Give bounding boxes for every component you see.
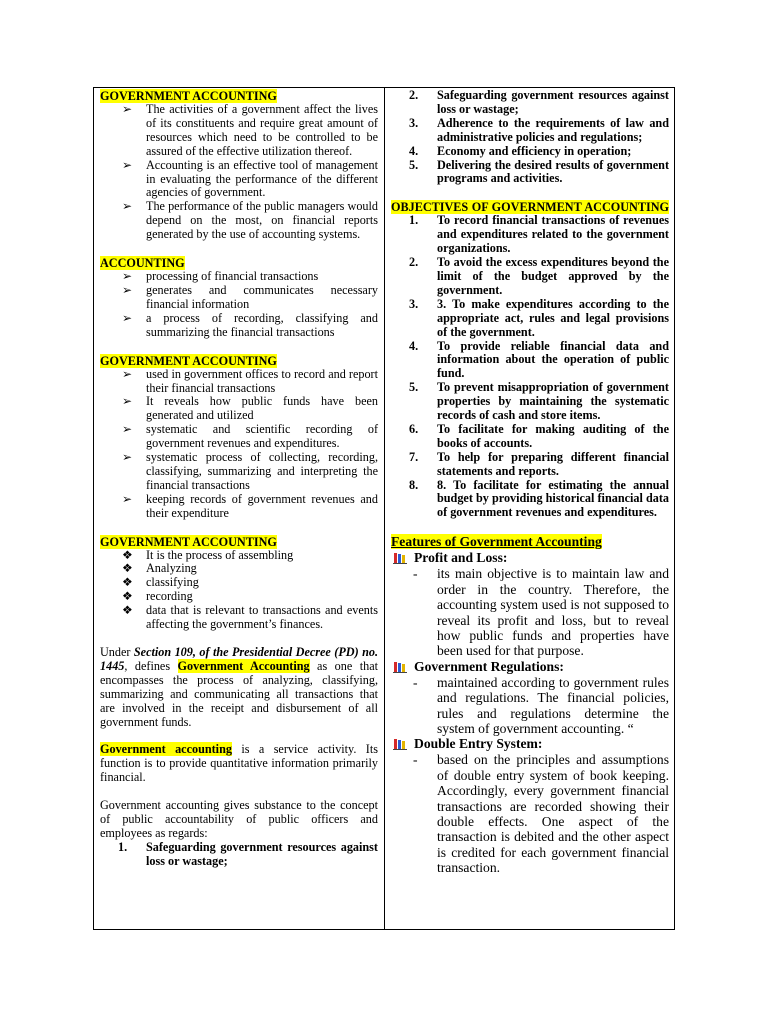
feature-title: [391, 550, 669, 566]
dash-bullet: -: [413, 566, 418, 582]
arrow-bullet-icon: ➢: [122, 269, 133, 284]
books-icon: [393, 738, 407, 750]
list-item: [100, 159, 378, 201]
feature-description: [391, 752, 669, 875]
section-4-list: [100, 549, 378, 632]
list-item: [100, 200, 378, 242]
right-column: [391, 89, 669, 876]
list-item-text: generates and communicates necessary financial information: [146, 282, 378, 311]
list-item: [100, 604, 378, 632]
numbered-item: [391, 256, 669, 298]
feature-description: [391, 566, 669, 658]
feature-title-text: Double Entry System:: [414, 736, 543, 752]
item-number: 3.: [409, 296, 419, 311]
dash-bullet: -: [413, 752, 418, 768]
item-number: 7.: [409, 449, 419, 464]
item-text: To provide reliable financial data and information about the operation of public fund.: [437, 338, 669, 381]
arrow-bullet-icon: ➢: [122, 282, 133, 297]
feature-description-text: maintained according to government rules and regulations. The financial policies, rules and regulations determine the system of government accounting. “: [437, 674, 669, 736]
item-number: 8.: [409, 477, 419, 492]
item-number: 2.: [409, 88, 419, 102]
features-heading: Features of Government Accounting: [391, 534, 602, 550]
list-item: [100, 576, 378, 590]
arrow-bullet-icon: ➢: [122, 394, 133, 409]
list-item: [100, 590, 378, 604]
feature-description: [391, 675, 669, 737]
accountability-paragraph: Government accounting gives substance to the concept of public accountability of public officers and employees as regards:: [100, 798, 378, 840]
pd-section-reference: Section 109, of the Presidential Decree (PD) no. 1445: [100, 645, 378, 673]
list-item-text: It reveals how public funds have been generated and utilized: [146, 394, 378, 423]
item-text: Delivering the desired results of government programs and activities.: [437, 157, 669, 186]
item-text: To avoid the excess expenditures beyond the limit of the budget approved by the government.: [437, 255, 669, 297]
service-activity-paragraph: [100, 743, 378, 785]
item-number: 5.: [409, 157, 419, 172]
arrow-bullet-icon: ➢: [122, 366, 133, 381]
item-number: 6.: [409, 421, 419, 436]
feature-description-text: its main objective is to maintain law and order in the country. Therefore, the accounting system used is not supposed to reveal its profit and loss, but to reveal how public funds and properties have been used for that purpose.: [437, 566, 669, 659]
accountability-list-continued: [391, 89, 669, 186]
list-item: [100, 312, 378, 340]
column-divider: [384, 88, 385, 929]
list-item-text: classifying: [146, 575, 199, 590]
item-text: Safeguarding government resources against loss or wastage;: [437, 88, 669, 116]
item-text: To help for preparing different financial statements and reports.: [437, 449, 669, 478]
arrow-bullet-icon: ➢: [122, 422, 133, 437]
p1-text-a: Under: [100, 645, 134, 659]
section-1-list: [100, 103, 378, 242]
list-item: [100, 368, 378, 396]
item-text: To prevent misappropriation of government properties by maintaining the systematic records of cash and store items.: [437, 380, 669, 423]
numbered-item: [391, 89, 669, 117]
arrow-bullet-icon: ➢: [122, 102, 133, 116]
list-item: [100, 562, 378, 576]
numbered-item: [391, 423, 669, 451]
list-item: [100, 270, 378, 284]
books-icon: [393, 661, 407, 673]
list-item-text: It is the process of assembling: [146, 547, 294, 562]
numbered-item: [391, 298, 669, 340]
list-item-text: a process of recording, classifying and summarizing the financial transactions: [146, 310, 378, 339]
accountability-item-1: [100, 841, 378, 869]
numbered-item: [391, 159, 669, 187]
feature-title: [391, 659, 669, 675]
list-item: [100, 549, 378, 563]
feature-title-text: Government Regulations:: [414, 658, 564, 674]
item-text: To facilitate for making auditing of the books of accounts.: [437, 421, 669, 450]
diamond-bullet-icon: ❖: [122, 561, 133, 576]
p2-highlight: Government accounting: [100, 742, 232, 757]
numbered-item: [391, 145, 669, 159]
item-text: Safeguarding government resources against loss or wastage;: [146, 839, 378, 868]
dash-bullet: -: [413, 674, 418, 690]
item-number: 4.: [409, 143, 419, 158]
arrow-bullet-icon: ➢: [122, 491, 133, 506]
arrow-bullet-icon: ➢: [122, 450, 133, 465]
diamond-bullet-icon: ❖: [122, 575, 133, 590]
list-item-text: keeping records of government revenues and their expenditure: [146, 491, 378, 520]
section-2-list: [100, 270, 378, 340]
list-item: [100, 284, 378, 312]
numbered-item: [391, 117, 669, 145]
objectives-list: [391, 214, 669, 520]
list-item: [100, 423, 378, 451]
list-item-text: data that is relevant to transactions and events affecting the government’s finances.: [146, 603, 378, 632]
features-list: [391, 550, 669, 875]
p1-text-c: , defines: [124, 658, 178, 673]
item-number: 3.: [409, 115, 419, 130]
pd-1445-paragraph: [100, 646, 378, 729]
list-item-text: Accounting is an effective tool of management in evaluating the performance of the different agencies of government.: [146, 157, 378, 200]
numbered-item: [391, 381, 669, 423]
feature-description-text: based on the principles and assumptions of double entry system of book keeping. Accordingly, every government financial transactions are recorded showing their double effects. One aspect of the transaction is debited and the other aspect is credited for each government financial transaction.: [437, 752, 669, 876]
diamond-bullet-icon: ❖: [122, 589, 133, 604]
document-frame: [93, 87, 675, 930]
list-item-text: The activities of a government affect the lives of its constituents and require great amount of resources which need to be controlled to be assured of the effective utilization thereof.: [146, 102, 378, 158]
diamond-bullet-icon: ❖: [122, 547, 133, 562]
numbered-item: [391, 214, 669, 256]
feature-title: [391, 736, 669, 752]
heading-accounting: ACCOUNTING: [100, 256, 185, 271]
list-item: [100, 451, 378, 493]
feature-title-text: Profit and Loss:: [414, 550, 508, 566]
list-item-text: processing of financial transactions: [146, 269, 319, 284]
arrow-bullet-icon: ➢: [122, 157, 133, 172]
list-item-text: systematic and scientific recording of government revenues and expenditures.: [146, 422, 378, 451]
numbered-item: [391, 340, 669, 382]
p2-text: is a service activity. Its function is to provide quantitative information primarily financial.: [100, 742, 378, 785]
arrow-bullet-icon: ➢: [122, 310, 133, 325]
list-item-text: systematic process of collecting, recording, classifying, summarizing and interpreting the financial transactions: [146, 450, 378, 492]
list-item-text: The performance of the public managers would depend on the most, on financial reports generated by the use of accounting systems.: [146, 199, 378, 242]
item-text: Economy and efficiency in operation;: [437, 143, 632, 158]
heading-government-accounting-2: GOVERNMENT ACCOUNTING: [100, 353, 277, 368]
item-text: 8. To facilitate for estimating the annual budget by providing historical financial data of government revenues and expenditures.: [437, 477, 669, 520]
heading-government-accounting-1: GOVERNMENT ACCOUNTING: [100, 89, 277, 103]
list-item-text: recording: [146, 589, 193, 604]
diamond-bullet-icon: ❖: [122, 603, 133, 618]
list-item-text: Analyzing: [146, 561, 197, 576]
objectives-heading: OBJECTIVES OF GOVERNMENT ACCOUNTING: [391, 200, 669, 215]
list-item-text: used in government offices to record and report their financial transactions: [146, 366, 378, 395]
heading-government-accounting-3: GOVERNMENT ACCOUNTING: [100, 534, 277, 549]
arrow-bullet-icon: ➢: [122, 199, 133, 214]
item-number: 4.: [409, 338, 419, 353]
item-number: 2.: [409, 255, 419, 270]
p1-text-e: as one that encompasses the process of analyzing, classifying, summarizing and communicating all transactions that are involved in the receipt and disbursement of all government funds.: [100, 658, 379, 729]
section-3-list: [100, 368, 378, 521]
item-text: To record financial transactions of revenues and expenditures related to the government organizations.: [437, 213, 669, 256]
list-item: [100, 493, 378, 521]
item-text: Adherence to the requirements of law and administrative policies and regulations;: [437, 115, 669, 144]
left-column: [100, 89, 378, 869]
books-icon: [393, 552, 407, 564]
numbered-item: [391, 479, 669, 521]
item-number: 1.: [409, 213, 419, 228]
item-number: 1.: [118, 839, 128, 854]
item-number: 5.: [409, 380, 419, 395]
list-item: [100, 395, 378, 423]
numbered-item: [391, 451, 669, 479]
list-item: [100, 103, 378, 159]
item-text: 3. To make expenditures according to the appropriate act, rules and legal provisions of the government.: [437, 296, 669, 339]
p1-highlight: Government Accounting: [177, 658, 310, 673]
